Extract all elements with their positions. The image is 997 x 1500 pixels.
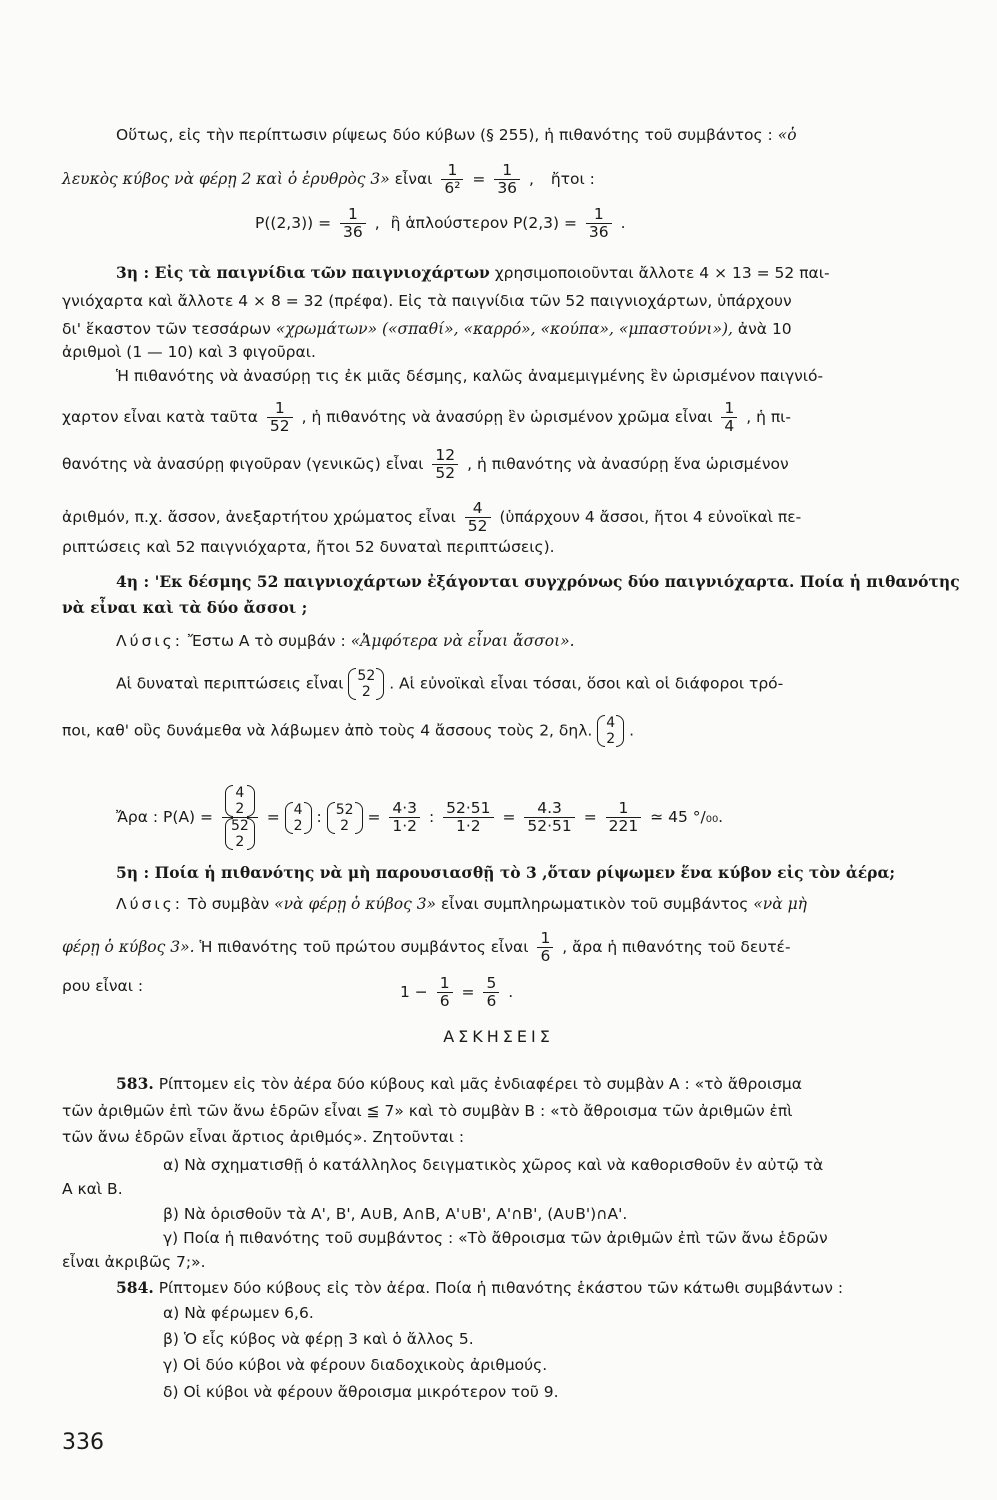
exercise-item: β) Νὰ ὁρισθοῦν τὰ Α', Β', Α∪Β, Α∩Β, Α'∪Β', Α'∩Β', (Α∪Β')∩Α'. bbox=[163, 1205, 628, 1223]
fraction: $\frac{1}{36}$ bbox=[586, 206, 612, 241]
quote-text: «νὰ μὴ bbox=[753, 895, 807, 913]
solution-label: Λύσις: bbox=[116, 895, 183, 913]
fraction: $\frac{4.3}{52\cdot 51}$ bbox=[524, 800, 574, 835]
text: P((2,3)) = bbox=[255, 214, 332, 232]
binomial: 4 2 bbox=[225, 785, 255, 817]
text: χρησιμοποιοῦνται ἄλλοτε 4 × 13 = 52 παι- bbox=[494, 264, 830, 282]
solution-line bbox=[116, 630, 575, 652]
text: ἤτοι : bbox=[550, 170, 595, 188]
fraction: $\frac{12}{52}$ bbox=[432, 447, 458, 482]
fraction: $\frac{1}{36}$ bbox=[494, 162, 520, 197]
paragraph-line: ποι, καθ' οὓς δυνάμεθα νὰ λάβωμεν ἀπὸ τοὺς 4 ἄσσους τοὺς 2, δηλ. 4 2 . bbox=[62, 715, 635, 747]
fraction: $\frac{4}{52}$ bbox=[465, 500, 491, 535]
paragraph-line bbox=[62, 318, 792, 340]
fraction: $\frac{5}{6}$ bbox=[483, 975, 499, 1010]
equation-line: P((2,3)) = $\frac{1}{36}$ , ἢ ἁπλούστερον P(2,3) = $\frac{1}{36}$ . bbox=[255, 205, 626, 241]
exercise-number: 584. bbox=[116, 1278, 154, 1297]
exercise-number: 583. bbox=[116, 1074, 154, 1093]
text: Οὕτως, εἰς τὴν περίπτωσιν ρίψεως δύο κύβων (§ 255), ἡ πιθανότης τοῦ συμβάντος : bbox=[116, 126, 773, 144]
exercise-line: τῶν ἄνω ἑδρῶν εἶναι ἄρτιος ἀριθμός». Ζητοῦνται : bbox=[62, 1128, 465, 1146]
exercise-item: γ) Οἱ δύο κύβοι νὰ φέρουν διαδοχικοὺς ἀριθμούς. bbox=[163, 1356, 548, 1374]
quote-text: «χρωμάτων» («σπαθί», «καρρό», «κούπα», «μπαστούνι»), bbox=[275, 320, 733, 338]
exercise-line bbox=[116, 1277, 843, 1299]
text: Τὸ συμβὰν bbox=[187, 895, 270, 913]
text: Ρίπτομεν εἰς τὸν ἀέρα δύο κύβους καὶ μᾶς ἐνδιαφέρει τὸ συμβὰν Α : «τὸ ἄθροισμα bbox=[158, 1075, 802, 1093]
fraction: $\frac{1}{221}$ bbox=[606, 800, 642, 835]
text: ἡ πι- bbox=[756, 408, 791, 426]
exercise-item: α) Νὰ σχηματισθῇ ὁ κατάλληλος δειγματικὸς χῶρος καὶ νὰ καθορισθοῦν ἐν αὐτῷ τὰ bbox=[163, 1156, 824, 1174]
fraction: $\frac{1}{\text{6²}}$ bbox=[441, 162, 463, 197]
problem-statement: νὰ εἶναι καὶ τὰ δύο ἄσσοι ; bbox=[62, 598, 308, 617]
solution-line bbox=[116, 893, 807, 915]
fraction: $\frac{1}{6}$ bbox=[537, 930, 553, 965]
paragraph-line: ἀριθμοὶ (1 — 10) καὶ 3 φιγοῦραι. bbox=[62, 343, 316, 361]
section-label: 3η : Εἰς τὰ παιγνίδια bbox=[116, 263, 306, 282]
text: ρου εἶναι : bbox=[62, 977, 144, 995]
page-number: 336 bbox=[62, 1430, 104, 1455]
paragraph-line bbox=[62, 500, 801, 535]
text: εἶναι συμπληρωματικὸν τοῦ συμβάντος bbox=[440, 895, 749, 913]
fraction: $\frac{1}{52}$ bbox=[267, 400, 293, 435]
paragraph-line: Ἡ πιθανότης νὰ ἀνασύρῃ τις ἐκ μιᾶς δέσμης, καλῶς ἀναμεμιγμένης ἓν ὡρισμένον παιγνιό- bbox=[116, 367, 824, 385]
paragraph-line bbox=[62, 975, 143, 997]
exercise-line: Α καὶ Β. bbox=[62, 1180, 123, 1198]
text: Ἔστω Α τὸ συμβάν : bbox=[187, 632, 346, 650]
text: ἄρα ἡ πιθανότης τοῦ δευτέ- bbox=[572, 938, 791, 956]
paragraph-line: χαρτον εἶναι κατὰ ταῦτα $\frac{1}{52}$ , ἡ πιθανότης νὰ ἀνασύρῃ ἓν ὡρισμένον χρῶμα εἶναι $\frac{1}{4}$ , ἡ πι- bbox=[62, 399, 791, 435]
text: ποι, καθ' οὓς δυνάμεθα νὰ λάβωμεν ἀπὸ τοὺς 4 ἄσσους τοὺς 2, δηλ. bbox=[62, 721, 593, 740]
problem-statement: 4η : 'Εκ δέσμης 52 παιγνιοχάρτων ἐξάγονται συγχρόνως δύο παιγνιόχαρτα. Ποία ἡ πιθανότης bbox=[116, 572, 960, 591]
text: . Αἱ εὐνοϊκαὶ εἶναι τόσαι, ὅσοι καὶ οἱ διάφοροι τρό- bbox=[389, 674, 784, 693]
quote-text: «νὰ φέρῃ ὁ κύβος 3» bbox=[274, 895, 437, 913]
problem-statement: 5η : Ποία ἡ πιθανότης νὰ μὴ παρουσιασθῇ τὸ 3 ,ὅταν ρίψωμεν ἕνα κύβον εἰς τὸν ἀέρα; bbox=[116, 863, 896, 882]
text: (ὑπάρχουν 4 ἄσσοι, ἤτοι 4 εὐνοϊκαὶ πε- bbox=[499, 508, 802, 526]
bold-term: τῶν παιγνιοχάρτων bbox=[310, 263, 490, 282]
paragraph-line: λευκὸς κύβος νὰ φέρῃ 2 καὶ ὁ ἐρυθρὸς 3» εἶναι $\frac{1}{\text{6²}}$ = $\frac{1}{36}$ , ἤτοι : bbox=[62, 161, 595, 197]
equation-line: 1 − $\frac{1}{6}$ = $\frac{5}{6}$ . bbox=[400, 974, 514, 1010]
text: 1 − bbox=[400, 983, 428, 1001]
quote-text: φέρῃ ὁ κύβος 3». bbox=[62, 938, 195, 956]
text: χαρτον εἶναι κατὰ ταῦτα bbox=[62, 408, 258, 426]
fraction: $\frac{1}{4}$ bbox=[721, 400, 737, 435]
exercise-item: γ) Ποία ἡ πιθανότης τοῦ συμβάντος : «Τὸ ἄθροισμα τῶν ἀριθμῶν ἐπὶ τῶν ἄνω ἑδρῶν bbox=[163, 1229, 828, 1247]
paragraph-line: θανότης νὰ ἀνασύρῃ φιγοῦραν (γενικῶς) εἶναι $\frac{12}{52}$ , ἡ πιθανότης νὰ ἀνασύρῃ ἕνα ὡρισμένον bbox=[62, 446, 789, 482]
text: θανότης νὰ ἀνασύρῃ φιγοῦραν (γενικῶς) εἶναι bbox=[62, 455, 424, 473]
paragraph-line bbox=[116, 124, 797, 146]
text: ἡ πιθανότης νὰ ἀνασύρῃ ἓν ὡρισμένον χρῶμα εἶναι bbox=[311, 408, 713, 426]
paragraph-line bbox=[116, 668, 783, 700]
text: Ἡ πιθανότης τοῦ πρώτου συμβάντος εἶναι bbox=[199, 938, 529, 956]
text: ≃ 45 °/₀₀. bbox=[650, 808, 724, 826]
paragraph-line: φέρῃ ὁ κύβος 3». Ἡ πιθανότης τοῦ πρώτου συμβάντος εἶναι $\frac{1}{6}$ , ἄρα ἡ πιθανότης τοῦ δευτέ- bbox=[62, 929, 791, 965]
fraction bbox=[222, 785, 258, 850]
quote-text: λευκὸς κύβος νὰ φέρῃ 2 καὶ ὁ ἐρυθρὸς 3» bbox=[62, 170, 390, 188]
binomial: 4 2 bbox=[597, 715, 624, 747]
section-heading: ΑΣΚΗΣΕΙΣ bbox=[443, 1027, 554, 1046]
fraction: $\frac{52\cdot 51}{1\cdot 2}$ bbox=[443, 800, 493, 835]
binomial: 52 2 bbox=[225, 818, 255, 850]
fraction: $\frac{1}{36}$ bbox=[340, 206, 366, 241]
binomial: 52 2 bbox=[348, 668, 384, 700]
quote-text: «ὁ bbox=[777, 126, 797, 144]
binomial: 4 2 bbox=[285, 802, 312, 834]
text: ἀριθμόν, π.χ. ἄσσον, ἀνεξαρτήτου χρώματος εἶναι bbox=[62, 508, 456, 526]
exercise-line: τῶν ἀριθμῶν ἐπὶ τῶν ἄνω ἑδρῶν εἶναι ≦ 7» καὶ τὸ συμβὰν Β : «τὸ ἄθροισμα τῶν ἀριθμῶν ἐπὶ bbox=[62, 1102, 793, 1120]
exercise-item: β) Ὁ εἷς κύβος νὰ φέρῃ 3 καὶ ὁ ἄλλος 5. bbox=[163, 1330, 474, 1348]
text: ἀνὰ 10 bbox=[737, 320, 792, 338]
exercise-item: δ) Οἱ κύβοι νὰ φέρουν ἄθροισμα μικρότερον τοῦ 9. bbox=[163, 1383, 559, 1401]
fraction: $\frac{1}{6}$ bbox=[437, 975, 453, 1010]
equals-sign: = bbox=[472, 170, 486, 188]
text: εἶναι bbox=[394, 170, 433, 188]
paragraph-line bbox=[116, 262, 830, 284]
text: ἡ πιθανότης νὰ ἀνασύρῃ ἕνα ὡρισμένον bbox=[476, 455, 789, 473]
paragraph-line: γνιόχαρτα καὶ ἄλλοτε 4 × 8 = 32 (πρέφα). Εἰς τὰ παιγνίδια τῶν 52 παιγνιοχάρτων, ὑπάρχουν bbox=[62, 292, 792, 310]
exercise-line: εἶναι ἀκριβῶς 7;». bbox=[62, 1253, 206, 1271]
text: Ρίπτομεν δύο κύβους εἰς τὸν ἀέρα. Ποία ἡ πιθανότης ἑκάστου τῶν κάτωθι συμβάντων : bbox=[158, 1279, 844, 1297]
paragraph-line: ριπτώσεις καὶ 52 παιγνιόχαρτα, ἤτοι 52 δυναταὶ περιπτώσεις). bbox=[62, 538, 555, 556]
equation-line: Ἄρα : P(A) = 4 2 52 2 = 4 2 : 52 2 = $\frac{4\cdot 3}{1\cdot 2}$ : $\frac{52\cdot 51}{1\cdot 2}$ = $\frac{4.3}{52\cdot 51}$ = $\frac{1}{221}$ ≃ 45 °/₀₀. bbox=[116, 785, 724, 850]
text: δι' ἕκαστον τῶν τεσσάρων bbox=[62, 320, 271, 338]
solution-label: Λύσις: bbox=[116, 632, 183, 650]
text: ἢ ἁπλούστερον P(2,3) = bbox=[390, 214, 577, 232]
binomial: 52 2 bbox=[327, 802, 363, 834]
text: Αἱ δυναταὶ περιπτώσεις εἶναι bbox=[116, 674, 344, 693]
quote-text: «Ἀμφότερα νὰ εἶναι ἄσσοι». bbox=[350, 632, 575, 650]
fraction: $\frac{4\cdot 3}{1\cdot 2}$ bbox=[389, 800, 420, 835]
exercise-line bbox=[116, 1073, 802, 1095]
text: Ἄρα : P(A) = bbox=[116, 808, 214, 826]
exercise-item: α) Νὰ φέρωμεν 6,6. bbox=[163, 1304, 314, 1322]
